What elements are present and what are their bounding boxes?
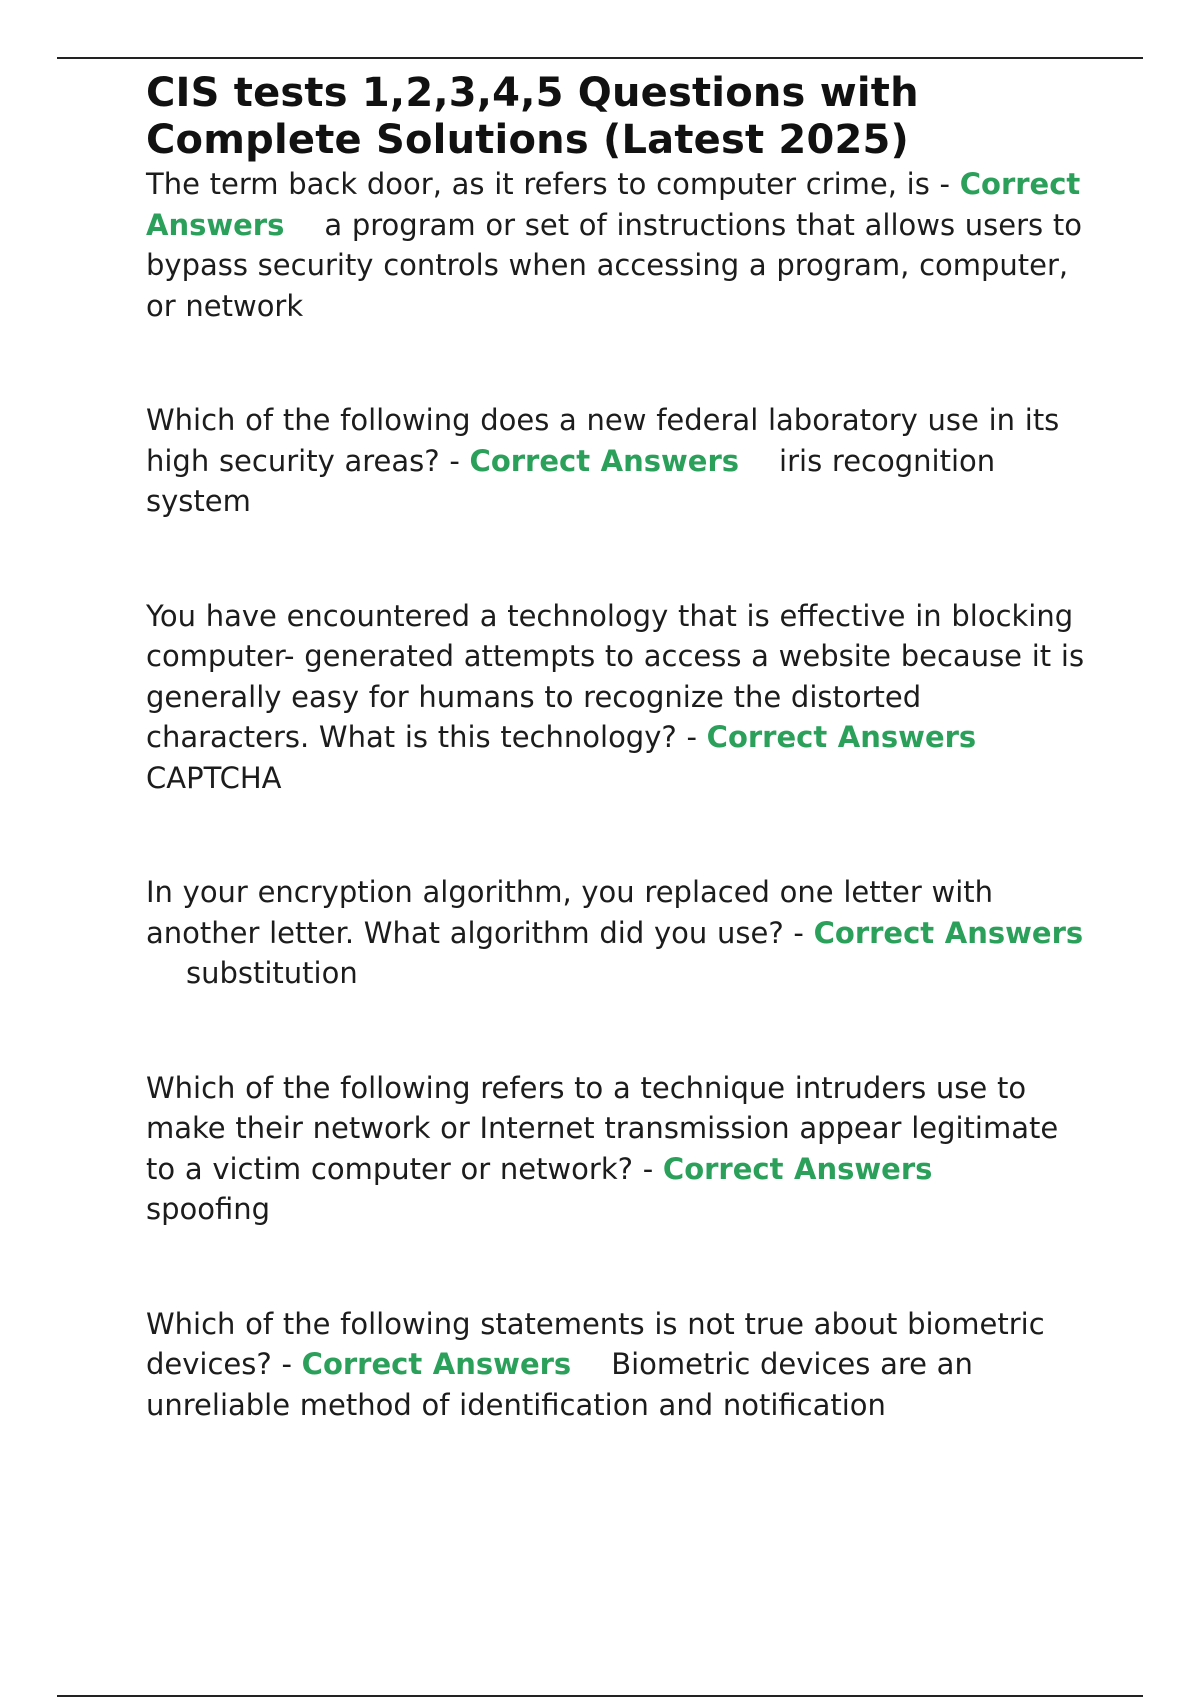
bottom-rule [57,1695,1143,1697]
correct-answers-label: Correct Answers [662,1151,933,1186]
question-text: In your encryption algorithm, you replaced one letter with another letter. What algorithm did you use? - [146,875,994,950]
qa-item-2 [146,400,1086,522]
correct-answers-label: Correct Answers [813,915,1084,950]
question-text: Which of the following refers to a technique intruders use to make their network or Internet transmission appear legitimate to a victim computer or network? - [146,1070,1059,1186]
answer-text: CAPTCHA [146,760,282,795]
correct-answers-label: Correct Answers [469,443,740,478]
answer-text: a program or set of instructions that allows users to bypass security controls when accessing a program, computer, or network [146,207,1082,323]
question-text: Which of the following does a new federal laboratory use in its high security areas? - [146,403,1060,478]
qa-item-4 [146,872,1086,994]
qa-item-3 [146,596,1086,799]
question-text: The term back door, as it refers to computer crime, is - [146,167,951,201]
answer-text: substitution [186,956,358,990]
qa-item-5 [146,1068,1086,1230]
qa-item-6 [146,1304,1086,1426]
question-text: You have encountered a technology that is effective in blocking computer- generated attempts to access a website because it is generally easy for humans to recognize the distorted characters. What is this technology? - [146,598,1085,754]
correct-answers-label: Correct Answers [301,1347,572,1381]
answer-text: spoofing [146,1192,271,1226]
top-rule [57,57,1143,59]
answer-text: iris recognition system [146,443,996,518]
answer-text: Biometric devices are an unreliable method of identification and notification [146,1347,973,1422]
document-body [146,70,1086,1425]
correct-answers-label: Correct Answers [706,720,977,754]
question-text: Which of the following statements is not true about biometric devices? - [146,1306,1045,1381]
correct-answers-label: Correct Answers [146,167,1081,242]
qa-item-1 [146,164,1086,326]
document-title: CIS tests 1,2,3,4,5 Questions with Complete Solutions (Latest 2025) [146,70,919,163]
